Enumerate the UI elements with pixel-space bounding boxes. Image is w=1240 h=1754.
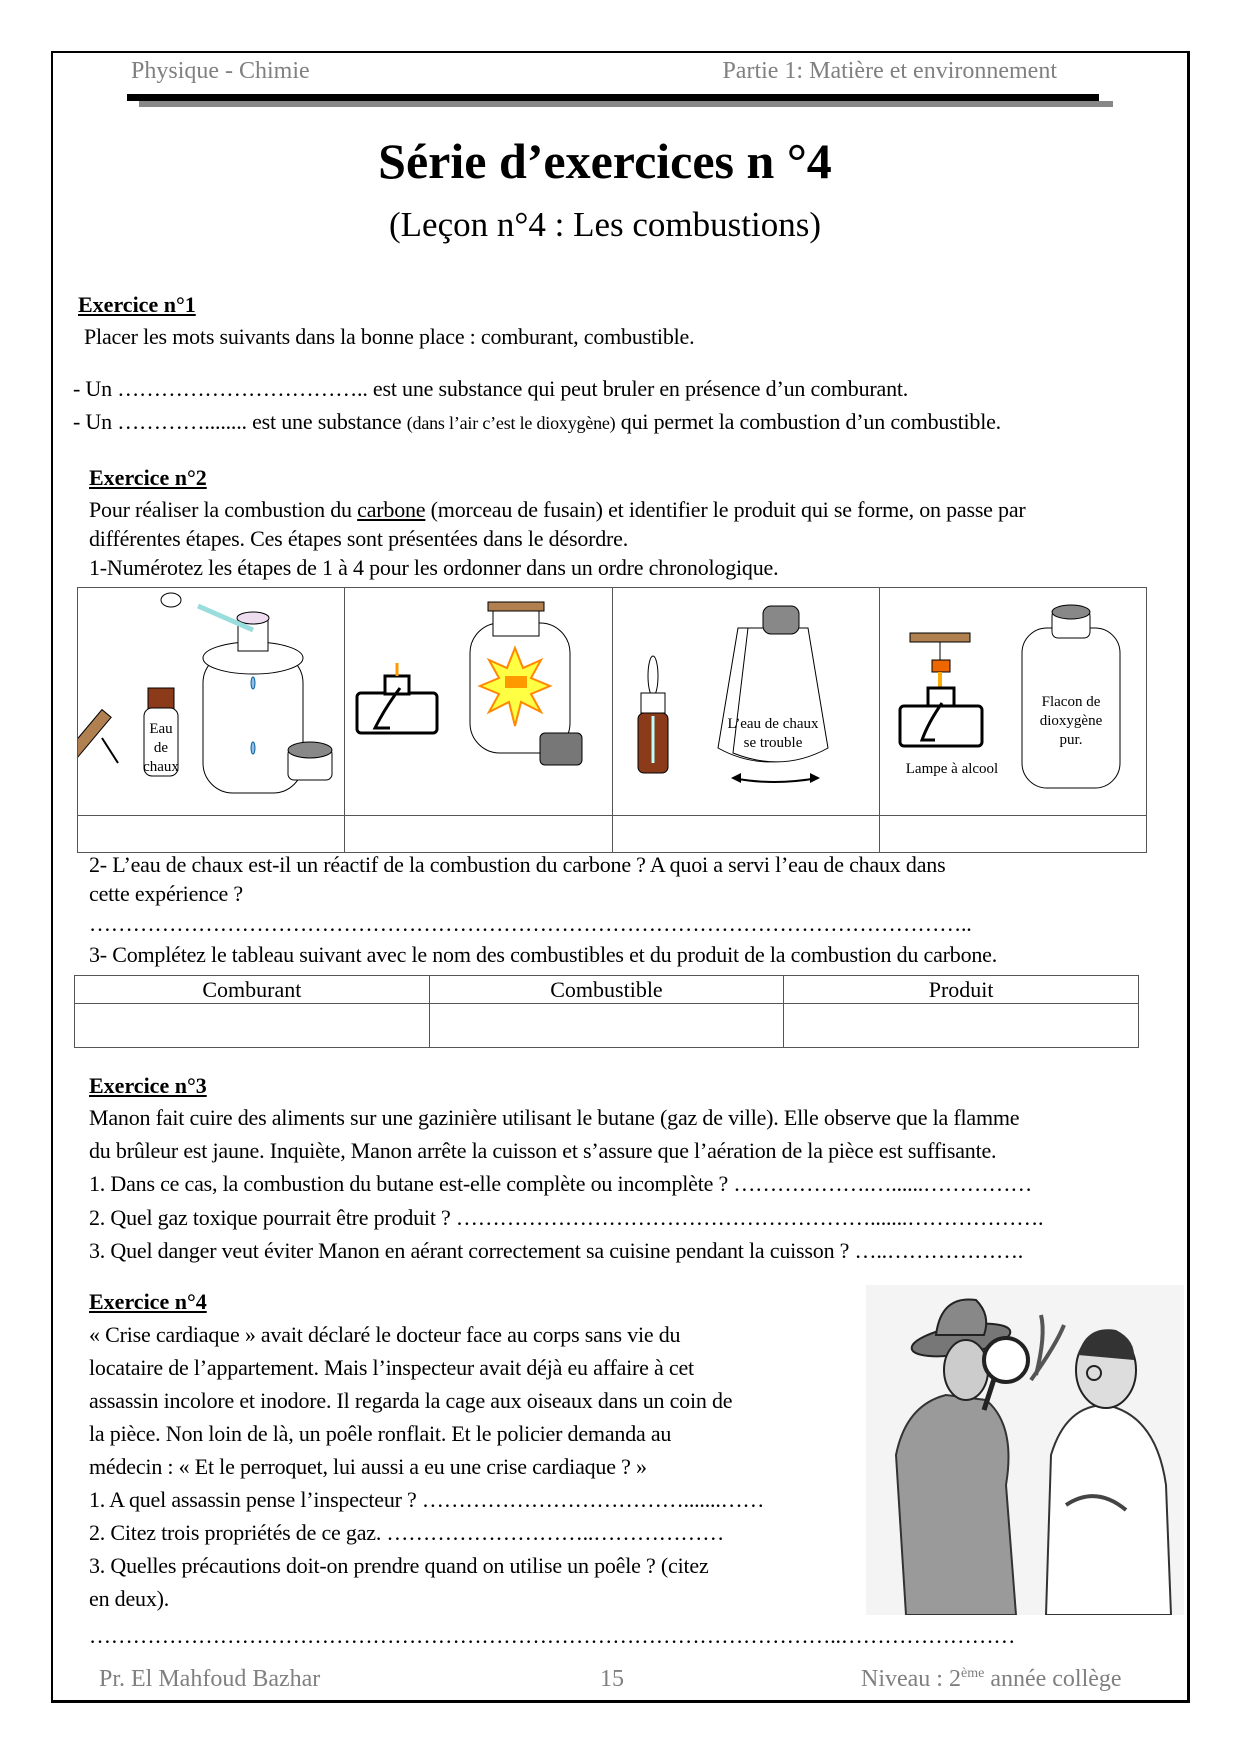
carbone-word: carbone (357, 497, 426, 522)
exercise-4-q2: 2. Citez trois propriétés de ce gaz. ………………………..……………… (89, 1520, 725, 1545)
label-flacon: Flacon de (1041, 694, 1101, 710)
footer-page-number: 15 (600, 1666, 624, 1692)
label-eau: Eau (149, 721, 173, 737)
footer-author: Pr. El Mahfoud Bazhar (99, 1666, 321, 1692)
exercise-2-q3: 3- Complétez le tableau suivant avec le nom des combustibles et du produit de la combustion du carbone. (89, 942, 998, 967)
exercise-3-line: du brûleur est jaune. Inquiète, Manon arrête la cuisson et s’assure que l’aération de la pièce est suffisante. (89, 1138, 997, 1163)
intro-start: Pour réaliser la combustion du (89, 497, 358, 522)
header-rule-shadow (139, 101, 1113, 107)
label-se-trouble: se trouble (743, 735, 802, 751)
exercise-4-line: « Crise cardiaque » avait déclaré le docteur face au corps sans vie du (89, 1322, 681, 1347)
level-prefix: Niveau : 2 (861, 1666, 961, 1692)
exercise-2-q2-line-2: cette expérience ? (89, 881, 243, 906)
line-2-end: qui permet la combustion d’un combustible. (615, 409, 1001, 434)
step-number-cell-2[interactable] (345, 816, 612, 853)
cell-comburant[interactable] (75, 1004, 430, 1048)
exercise-2-intro-2: différentes étapes. Ces étapes sont présentées dans le désordre. (89, 526, 629, 551)
exercise-4-q3-end: en deux). (89, 1586, 170, 1611)
exercise-3-q2: 2. Quel gaz toxique pourrait être produit ? ………………………………………………….......………………. (89, 1205, 1044, 1230)
exercise-4-heading: Exercice n°4 (89, 1289, 207, 1314)
step-figure-2 (345, 588, 612, 816)
level-superscript: ème (960, 1666, 985, 1681)
footer-level (861, 1666, 1122, 1693)
exercise-4-q1: 1. A quel assassin pense l’inspecteur ? ……………………………….......…… (89, 1487, 765, 1512)
answer-dots: ………………………………………………………………………………………………………….. (89, 911, 972, 936)
exercise-4-line: la pièce. Non loin de là, un poêle ronflait. Et le policier demanda au (89, 1421, 672, 1446)
exercise-2-heading: Exercice n°2 (89, 465, 207, 490)
level-suffix: année collège (984, 1666, 1122, 1692)
label-dioxygene: dioxygène (1039, 713, 1102, 729)
step-number-cell-3[interactable] (612, 816, 879, 853)
header-produit: Produit (784, 976, 1139, 1004)
label-de: de (153, 740, 169, 756)
step-number-cell-1[interactable] (78, 816, 345, 853)
exercise-3-q1: 1. Dans ce cas, la combustion du butane est-elle complète ou incomplète ? ……………….…......…………… (89, 1171, 1033, 1196)
exercise-3-line: Manon fait cuire des aliments sur une gazinière utilisant le butane (gaz de ville). Elle observe que la flamme (89, 1105, 1020, 1130)
step-number-cell-4[interactable] (879, 816, 1146, 853)
steps-table (77, 587, 1147, 853)
step-figure-1 (78, 588, 345, 816)
header-subject: Physique - Chimie (131, 58, 310, 84)
page-subtitle: (Leçon n°4 : Les combustions) (389, 205, 821, 244)
intro-end: (morceau de fusain) et identifier le produit qui se forme, on passe par (425, 497, 1026, 522)
answer-dots: …………………………………………………………………………………………..…………………… (89, 1623, 1016, 1648)
label-eau-de-chaux: L’eau de chaux (726, 716, 819, 732)
label-chaux: chaux (143, 759, 179, 775)
cell-combustible[interactable] (429, 1004, 784, 1048)
inspector-doctor-illustration (866, 1285, 1184, 1620)
exercise-4-q3: 3. Quelles précautions doit-on prendre quand on utilise un poêle ? (citez (89, 1553, 709, 1578)
exercise-4-line: médecin : « Et le perroquet, lui aussi a eu une crise cardiaque ? » (89, 1454, 647, 1479)
exercise-4-line: assassin incolore et inodore. Il regarda la cage aux oiseaux dans un coin de (89, 1388, 733, 1413)
exercise-3-heading: Exercice n°3 (89, 1073, 207, 1098)
step-figure-4 (879, 588, 1146, 816)
exercise-2-q1: 1-Numérotez les étapes de 1 à 4 pour les ordonner dans un ordre chronologique. (89, 555, 779, 580)
page-title: Série d’exercices n °4 (378, 133, 832, 189)
line-2-start: - Un …………........ est une substance (73, 409, 407, 434)
label-lampe: Lampe à alcool (905, 761, 998, 777)
results-table (74, 975, 1139, 1048)
label-pur: pur. (1059, 732, 1083, 748)
header-comburant: Comburant (75, 976, 430, 1004)
exercise-4-line: locataire de l’appartement. Mais l’inspecteur avait déjà eu affaire à cet (89, 1355, 694, 1380)
line-2-note: (dans l’air c’est le dioxygène) (406, 413, 616, 433)
cell-produit[interactable] (784, 1004, 1139, 1048)
header-combustible: Combustible (429, 976, 784, 1004)
exercise-1-instruction: Placer les mots suivants dans la bonne place : comburant, combustible. (84, 324, 695, 349)
step-figure-3 (612, 588, 879, 816)
header-rule (127, 94, 1099, 101)
exercise-2-intro (89, 497, 1026, 523)
exercise-1-heading: Exercice n°1 (78, 292, 196, 317)
header-part: Partie 1: Matière et environnement (722, 58, 1057, 84)
exercise-1-line-1: - Un …………………………….. est une substance qui peut bruler en présence d’un comburant. (73, 376, 909, 401)
exercise-2-q2-line-1: 2- L’eau de chaux est-il un réactif de la combustion du carbone ? A quoi a servi l’eau de chaux dans (89, 852, 946, 877)
exercise-3-q3: 3. Quel danger veut éviter Manon en aérant correctement sa cuisine pendant la cuisson ? …..………………. (89, 1238, 1024, 1263)
exercise-1-line-2 (73, 409, 1001, 435)
